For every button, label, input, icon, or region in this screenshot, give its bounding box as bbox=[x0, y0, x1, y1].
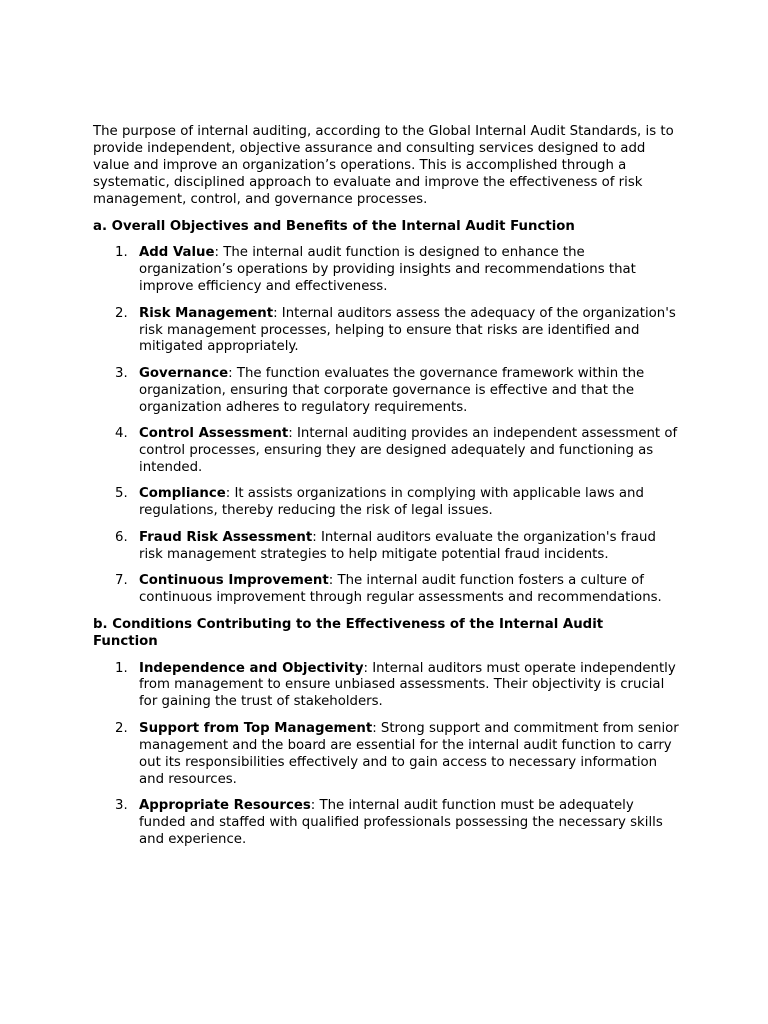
list-item bbox=[93, 426, 681, 477]
item-number: 1. bbox=[115, 245, 128, 261]
section-b-heading: b. Conditions Contributing to the Effectiveness of the Internal Audit Function bbox=[93, 616, 604, 649]
list-item bbox=[93, 530, 681, 564]
item-term: Compliance bbox=[139, 486, 226, 502]
list-item bbox=[93, 366, 681, 417]
item-number: 2. bbox=[115, 305, 128, 321]
item-text: : Strong support and commitment from senior management and the board are essential for the internal audit function to carry out its responsibilities effectively and to gain access to necessary information and resources. bbox=[139, 720, 679, 787]
item-text: : Internal auditors must operate independently from management to ensure unbiased assessments. Their objectivity is crucial for gaining the trust of stakeholders. bbox=[139, 660, 676, 710]
item-term: Control Assessment bbox=[139, 426, 289, 442]
list-item bbox=[93, 721, 681, 789]
item-text: : Internal auditors assess the adequacy of the organization's risk management processes, helping to ensure that risks are identified and mitigated appropriately. bbox=[139, 305, 676, 355]
item-text: : The internal audit function fosters a culture of continuous improvement through regular assessments and recommendations. bbox=[139, 572, 662, 605]
item-term: Appropriate Resources bbox=[139, 797, 311, 813]
item-number: 7. bbox=[115, 572, 128, 588]
item-number: 2. bbox=[115, 720, 128, 736]
section-a-heading: a. Overall Objectives and Benefits of the Internal Audit Function bbox=[93, 218, 575, 234]
list-item bbox=[93, 661, 681, 712]
item-number: 5. bbox=[115, 486, 128, 502]
item-number: 4. bbox=[115, 426, 128, 442]
item-text: : The function evaluates the governance framework within the organization, ensuring that corporate governance is effective and that the organization adheres to regulatory requirements. bbox=[139, 365, 645, 415]
item-term: Fraud Risk Assessment bbox=[139, 529, 313, 545]
section-b-list bbox=[93, 660, 679, 849]
list-item bbox=[93, 245, 681, 296]
item-text: : It assists organizations in complying with applicable laws and regulations, thereby reducing the risk of legal issues. bbox=[139, 486, 644, 519]
item-number: 3. bbox=[115, 365, 128, 381]
list-item bbox=[93, 486, 681, 520]
item-number: 6. bbox=[115, 529, 128, 545]
item-term: Support from Top Management bbox=[139, 720, 373, 736]
item-term: Add Value bbox=[139, 245, 215, 261]
item-number: 1. bbox=[115, 660, 128, 676]
item-term: Independence and Objectivity bbox=[139, 660, 364, 676]
item-term: Governance bbox=[139, 365, 229, 381]
item-text: : Internal auditing provides an independent assessment of control processes, ensuring they are designed adequately and functioning as intended. bbox=[139, 426, 678, 475]
item-text: : Internal auditors evaluate the organization's fraud risk management strategies to help mitigate potential fraud incidents. bbox=[139, 529, 656, 562]
list-item bbox=[93, 573, 681, 607]
section-a-list bbox=[93, 245, 676, 606]
item-text: : The internal audit function is designed to enhance the organization’s operations by providing insights and recommendations that improve efficiency and effectiveness. bbox=[139, 245, 636, 295]
list-item bbox=[93, 306, 681, 357]
item-term: Continuous Improvement bbox=[139, 572, 329, 588]
item-text: : The internal audit function must be adequately funded and staffed with qualified professionals possessing the necessary skills and experience. bbox=[139, 797, 663, 847]
item-number: 3. bbox=[115, 797, 128, 813]
item-term: Risk Management bbox=[139, 305, 274, 321]
list-item bbox=[93, 798, 681, 849]
intro-paragraph: The purpose of internal auditing, according to the Global Internal Audit Standards, is to provide independent, objective assurance and consulting services designed to add value and improve an organization’s operations. This is accomplished through a systematic, disciplined approach to evaluate and improve the effectiveness of risk management, control, and governance processes. bbox=[93, 124, 674, 207]
